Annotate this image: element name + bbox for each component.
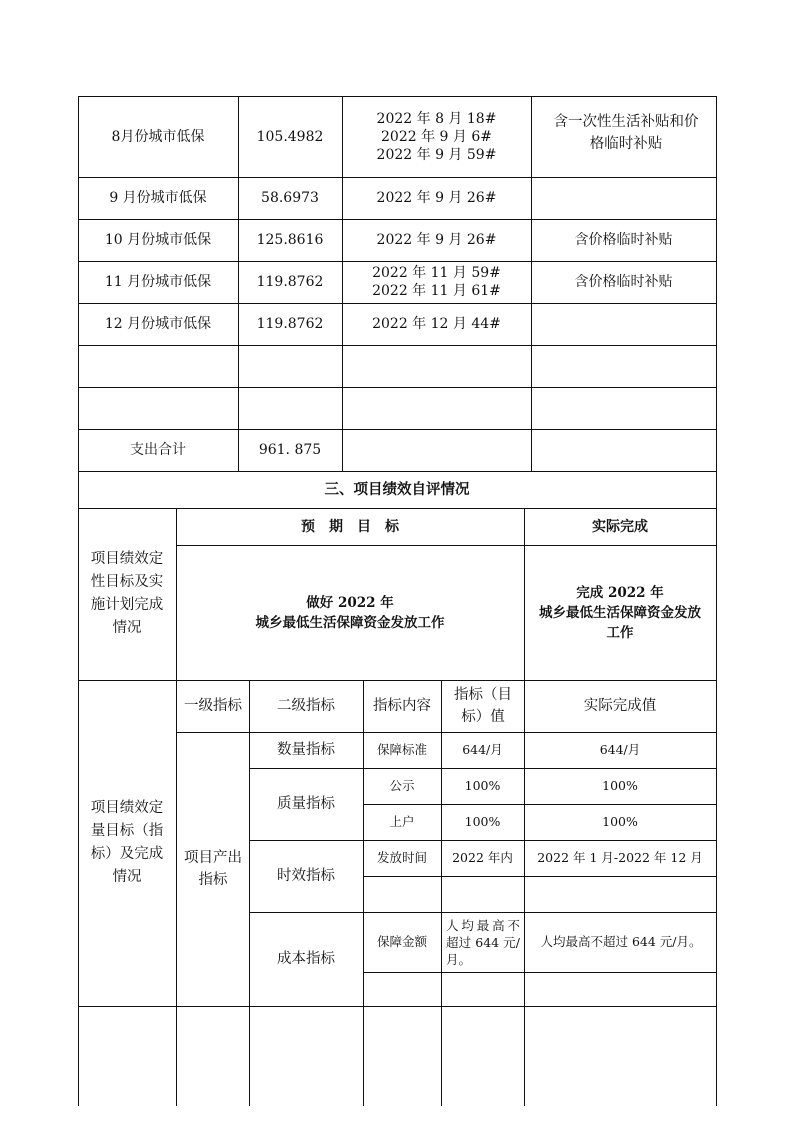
indicator-actual: 人均最高不超过 644 元/月。 [540, 934, 702, 949]
row-item: 8月份城市低保 [111, 128, 205, 145]
total-label: 支出合计 [130, 442, 186, 458]
level2-cost: 成本指标 [277, 951, 335, 967]
row-note: 含一次性生活补贴和价格临时补贴 [553, 114, 699, 152]
doc-number: 2022 年 9 月 6# [381, 128, 492, 145]
row-amount: 58.6973 [261, 190, 319, 206]
table-line [78, 387, 716, 388]
actual-header: 实际完成 [592, 518, 648, 535]
indicator-target: 100% [464, 778, 501, 793]
indicator-content: 保障标准 [376, 742, 427, 757]
header-content: 指标内容 [373, 698, 431, 714]
actual-text [524, 545, 716, 680]
level2-quantity: 数量指标 [277, 742, 335, 758]
row-amount: 125.8616 [256, 232, 324, 248]
row-item: 12 月份城市低保 [104, 316, 212, 332]
row-note: 含价格临时补贴 [574, 232, 673, 248]
indicator-target: 2022 年内 [452, 850, 513, 865]
quantitative-label: 项目绩效定量目标（指标）及完成情况 [90, 800, 164, 885]
row-docs [342, 96, 531, 177]
actual-line: 城乡最低生活保障资金发放 [539, 604, 701, 621]
table-line [78, 345, 716, 346]
row-item: 9 月份城市低保 [109, 190, 207, 206]
expected-header: 预 期 目 标 [301, 518, 399, 535]
indicator-actual: 2022 年 1 月-2022 年 12 月 [537, 850, 703, 865]
indicator-content: 公示 [389, 778, 415, 793]
indicator-actual: 100% [602, 814, 638, 829]
doc-number: 2022 年 11 月 61# [372, 283, 501, 299]
qualitative-label: 项目绩效定性目标及实施计划完成情况 [90, 551, 164, 636]
row-note [531, 177, 716, 219]
indicator-target: 644/月 [462, 742, 503, 757]
row-amount: 105.4982 [256, 128, 324, 145]
table-line [363, 876, 716, 877]
level2-timeliness: 时效指标 [277, 868, 335, 884]
indicator-content: 发放时间 [376, 850, 427, 865]
expected-line: 做好 2022 年 [306, 594, 394, 611]
indicator-target: 人均最高不超过 644 元/月。 [446, 917, 520, 967]
header-level2: 二级指标 [277, 698, 335, 714]
indicator-content: 保障金额 [376, 934, 427, 949]
indicator-actual: 100% [602, 778, 638, 793]
header-actual: 实际完成值 [583, 698, 657, 714]
row-amount: 119.8762 [256, 274, 324, 290]
row-docs: 2022 年 9 月 26# [376, 190, 497, 206]
table-line [716, 96, 717, 1106]
actual-line: 完成 2022 年 [576, 584, 664, 601]
row-docs: 2022 年 12 月 44# [372, 316, 501, 332]
expected-line: 城乡最低生活保障资金发放工作 [255, 614, 445, 631]
level2-quality: 质量指标 [277, 796, 335, 812]
doc-number: 2022 年 8 月 18# [376, 110, 497, 127]
row-item: 11 月份城市低保 [104, 274, 212, 290]
expected-text [176, 545, 524, 680]
indicator-content: 上户 [389, 814, 415, 829]
row-item: 10 月份城市低保 [104, 232, 212, 248]
row-note [531, 303, 716, 345]
level1-value: 项目产出指标 [184, 850, 242, 888]
section-title: 三、项目绩效自评情况 [324, 480, 470, 498]
row-docs: 2022 年 9 月 26# [376, 232, 497, 248]
table-line [363, 972, 716, 973]
doc-number: 2022 年 11 月 59# [372, 265, 501, 281]
header-level1: 一级指标 [184, 698, 242, 714]
indicator-target: 100% [464, 814, 501, 829]
total-value: 961. 875 [258, 442, 322, 458]
table-line [78, 1006, 716, 1007]
row-note: 含价格临时补贴 [574, 274, 673, 290]
doc-number: 2022 年 9 月 59# [376, 146, 497, 163]
row-amount: 119.8762 [256, 316, 324, 332]
actual-line: 工作 [606, 624, 634, 641]
row-docs [342, 261, 531, 303]
header-target: 指标（目标）值 [454, 687, 512, 725]
indicator-actual: 644/月 [599, 742, 641, 757]
